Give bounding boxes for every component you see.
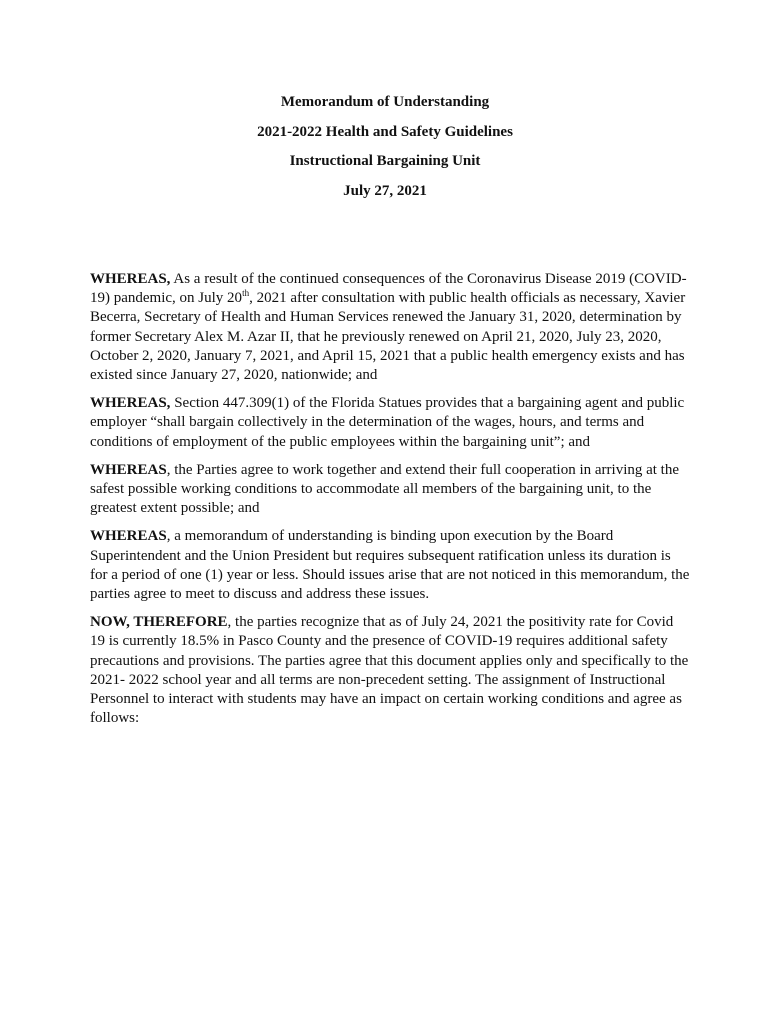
bargaining-unit: Instructional Bargaining Unit [289,153,481,169]
document-title: Memorandum of Understanding [280,94,490,110]
paragraph-text: As a result of the continued consequences of the Coronavirus Disease 2019 (COVID-19) pandemic, on July 20 [90,271,687,307]
document-heading [0,92,770,210]
document-subtitle: 2021-2022 Health and Safety Guidelines [257,123,513,140]
ordinal-suffix: th [242,288,250,299]
paragraph-text: , 2021 after consultation with public health officials as necessary, Xavier Becerra, Secretary of Health and Human Services renewed the January 31, 2020, determination by former Secretary Alex M. Azar II, that he previously renewed on April 21, 2020, July 23, 2020, October 2, 2020, January 7, 2021, and April 15, 2021 that a public health emergency exists and has existed since January 27, 2020, nationwide; and [90,290,686,384]
document-date: July 27, 2021 [343,182,427,199]
whereas-paragraph-1 [90,270,690,385]
whereas-paragraph-2 [90,394,690,452]
paragraph-lead: WHEREAS [90,528,167,545]
whereas-paragraph-4 [90,527,690,604]
paragraph-lead: WHEREAS, [90,271,171,287]
now-therefore-paragraph [90,613,690,728]
whereas-paragraph-3 [90,461,690,519]
paragraph-lead: WHEREAS [90,461,167,478]
paragraph-text: , the parties recognize that as of July 24, 2021 the positivity rate for Covid 19 is currently 18.5% in Pasco County and the presence of COVID-19 requires additional safety precautions and provisions. The parties agree that this document applies only and specifically to the 2021- 2022 school year and all terms are non-precedent setting. The assignment of Instructional Personnel to interact with students may have an impact on certain working conditions and agree as follows: [90,614,689,727]
paragraph-text: Section 447.309(1) of the Florida Statues provides that a bargaining agent and public employer “shall bargain collectively in the determination of the wages, hours, and terms and conditions of employment of the public employees within the bargaining unit”; and [90,395,685,450]
paragraph-lead: WHEREAS, [90,395,171,412]
paragraph-text: , a memorandum of understanding is binding upon execution by the Board Superintendent and the Union President but requires subsequent ratification unless its duration is for a period of one (1) year or less. Should issues arise that are not noticed in this memorandum, the parties agree to meet to discuss and address these issues. [90,528,690,603]
document-body [90,270,690,737]
paragraph-text: , the Parties agree to work together and extend their full cooperation in arriving at the safest possible working conditions to accommodate all members of the bargaining unit, to the greatest extent possible; and [90,461,680,517]
paragraph-lead: NOW, THEREFORE [90,614,228,631]
